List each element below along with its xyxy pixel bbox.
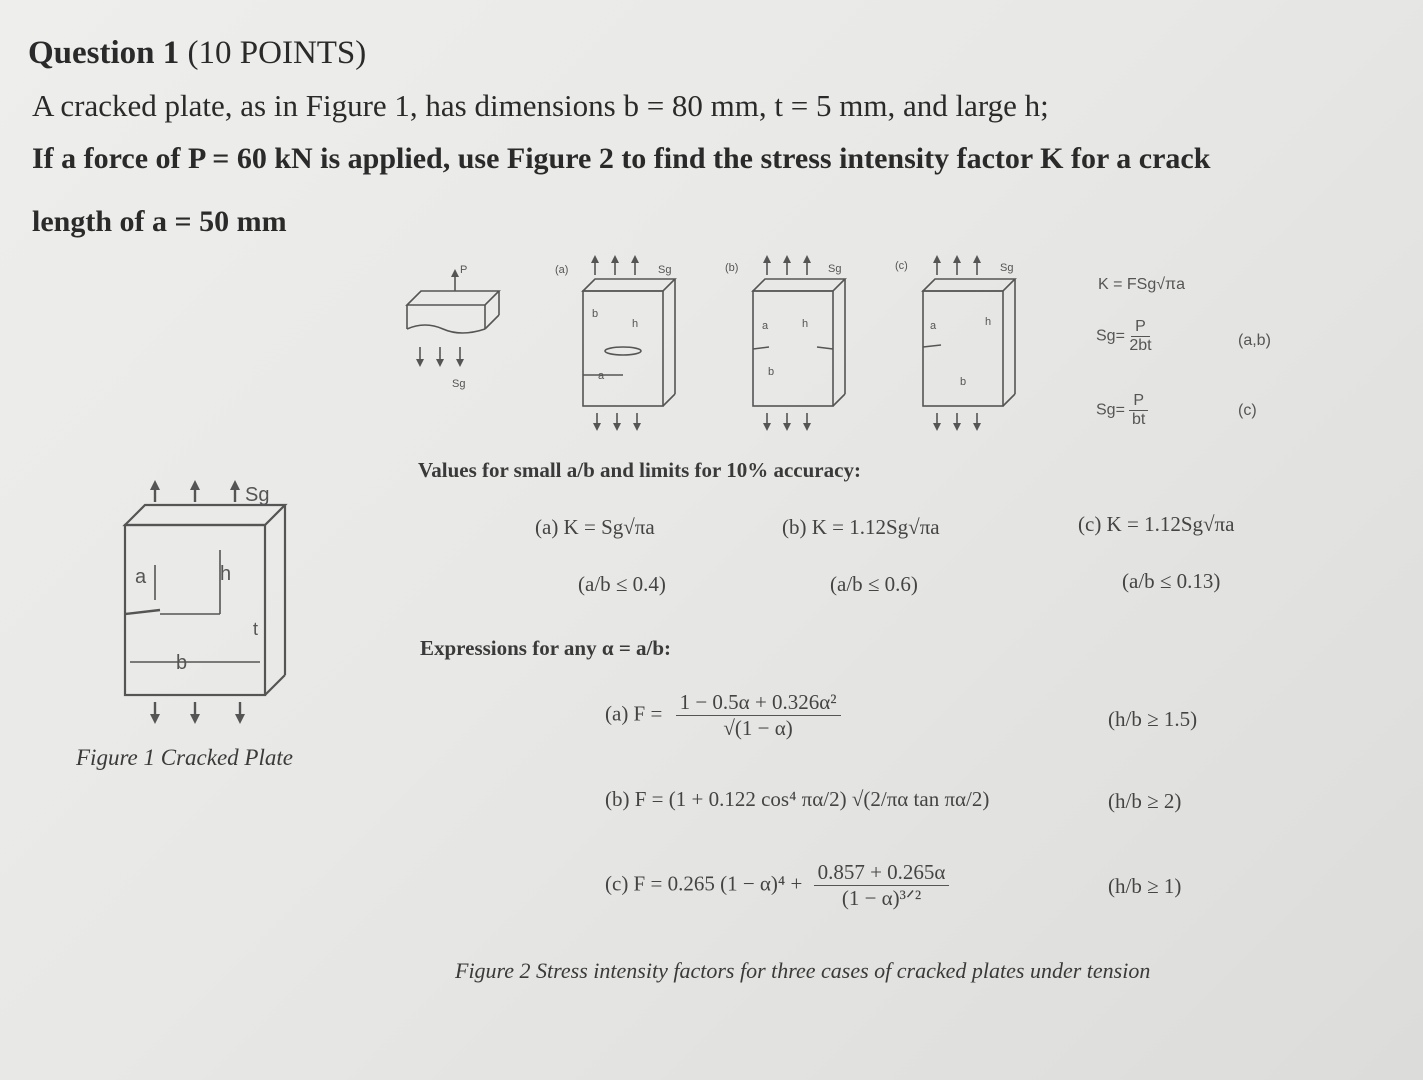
small-limit-b: (a/b ≤ 0.6) — [830, 572, 918, 596]
fig1-label-b: b — [176, 652, 188, 674]
formula-sg-ab: Sg= $\frac{P}{2bt}$ — [1096, 318, 1152, 354]
label-a-a: a — [598, 370, 605, 382]
label-sg-basic: Sg — [452, 378, 466, 390]
fig1-label-h: h — [220, 563, 232, 585]
label-p: P — [460, 264, 468, 276]
label-b-b: b — [768, 366, 775, 378]
label-case-b: (b) — [725, 262, 739, 274]
question-line-3: length of a = 50 mm — [32, 205, 287, 238]
expr-c: (c) F = 0.265 (1 − α)⁴ + $\frac{0.857 + 0.265\alpha}{\text{(1 − α)³ᐟ²}}$ — [605, 860, 949, 911]
label-a-c: a — [930, 320, 937, 332]
figure1-caption: Figure 1 Cracked Plate — [76, 745, 293, 770]
expressions-heading: Expressions for any α = a/b: — [420, 636, 672, 660]
case-b-drawing — [753, 255, 845, 431]
label-case-c: (c) — [895, 260, 908, 272]
small-k-a: (a) K = Sg√πa — [535, 515, 655, 539]
expr-b-cond: (h/b ≥ 2) — [1108, 789, 1182, 813]
basic-plate-drawing — [407, 269, 499, 367]
label-a-b: a — [762, 320, 769, 332]
fig1-label-t: t — [253, 619, 259, 639]
formula-sg-c: Sg= $\frac{P}{bt}$ — [1096, 392, 1148, 429]
case-c-drawing — [923, 255, 1015, 431]
question-line-2: If a force of P = 60 kN is applied, use Figure 2 to find the stress intensity factor K for a crack — [32, 142, 1211, 175]
figure2-caption: Figure 2 Stress intensity factors for three cases of cracked plates under tension — [455, 958, 1151, 983]
expr-c-cond: (h/b ≥ 1) — [1108, 874, 1182, 898]
label-h-c: h — [985, 316, 992, 328]
figure1-cracked-plate — [100, 480, 300, 740]
formula-sg-c-tag: (c) — [1238, 402, 1257, 419]
small-values-heading: Values for small a/b and limits for 10% accuracy: — [418, 458, 861, 482]
label-b-a: b — [592, 308, 599, 320]
expr-a: (a) F = $\frac{\text{1 − 0.5α + 0.326α²}}{√(1 - \alpha)}$ — [605, 690, 841, 741]
label-case-a: (a) — [555, 264, 569, 276]
label-sg-b: Sg — [828, 263, 842, 275]
formula-k: K = FSg√πa — [1098, 276, 1185, 293]
label-h-a: h — [632, 318, 639, 330]
small-k-b: (b) K = 1.12Sg√πa — [782, 515, 940, 539]
label-sg-a: Sg — [658, 264, 672, 276]
label-h-b: h — [802, 318, 809, 330]
question-title — [28, 35, 366, 72]
case-a-drawing — [583, 255, 675, 431]
small-k-c: (c) K = 1.12Sg√πa — [1078, 512, 1235, 536]
label-sg-c: Sg — [1000, 262, 1014, 274]
figure2-schematics — [395, 255, 1055, 445]
expr-b: (b) F = (1 + 0.122 cos⁴ πα/2) √(2/πα tan πα/2) — [605, 787, 990, 811]
fig1-label-a: a — [135, 566, 147, 588]
formula-sg-ab-tag: (a,b) — [1238, 332, 1271, 349]
small-limit-a: (a/b ≤ 0.4) — [578, 572, 666, 596]
question-number: Question 1 — [28, 35, 180, 71]
question-line-1: A cracked plate, as in Figure 1, has dimensions b = 80 mm, t = 5 mm, and large h; — [32, 88, 1049, 123]
question-points: (10 POINTS) — [187, 35, 367, 71]
small-limit-c: (a/b ≤ 0.13) — [1122, 569, 1221, 593]
fig1-label-sg: Sg — [245, 484, 270, 506]
expr-a-cond: (h/b ≥ 1.5) — [1108, 707, 1198, 731]
label-b-c: b — [960, 376, 967, 388]
